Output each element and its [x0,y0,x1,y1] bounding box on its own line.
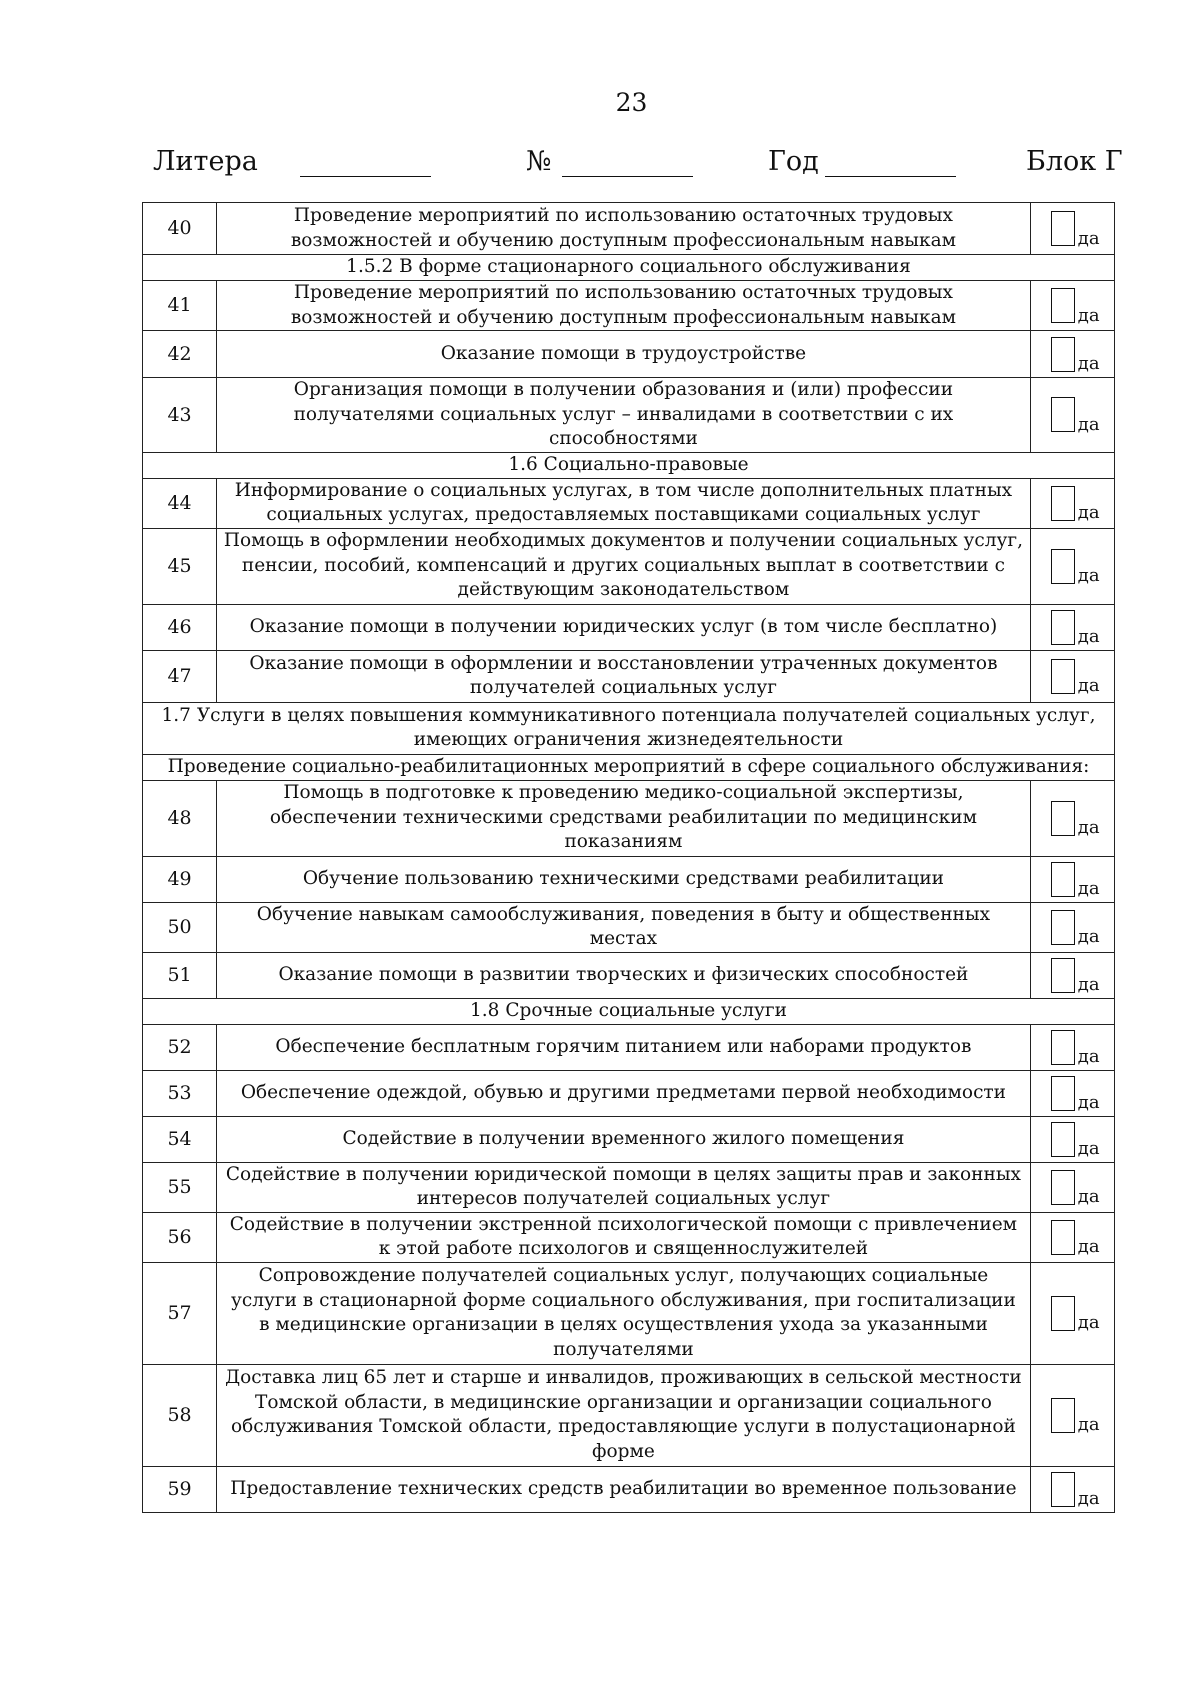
table-row [143,650,1115,702]
table-row [143,528,1115,604]
table-row [143,1466,1115,1512]
table-row [143,780,1115,856]
page-number: 23 [615,88,648,117]
checkbox-cell [1030,1262,1114,1364]
section-row [143,702,1115,754]
table-row [143,331,1115,378]
table-row [143,952,1115,998]
checkbox-cell [1030,1162,1114,1212]
number-label: № [526,146,552,177]
row-number: 49 [143,856,217,902]
checkbox-cell [1030,1070,1114,1116]
checkbox-cell [1030,856,1114,902]
table-row [143,902,1115,952]
yes-checkbox[interactable] [1051,1030,1075,1065]
yes-checkbox[interactable] [1051,910,1075,945]
row-number: 51 [143,952,217,998]
section-row [143,998,1115,1024]
yes-checkbox[interactable] [1051,1472,1075,1507]
row-number: 56 [143,1212,217,1262]
row-number: 43 [143,378,217,453]
year-label: Год [768,146,819,177]
yes-label: да [1077,353,1100,374]
checkbox-cell [1030,331,1114,378]
checkbox-cell [1030,650,1114,702]
service-description: Проведение мероприятий по использованию остаточных трудовых возможностей и обучению доступным профессиональным навыкам [217,203,1031,255]
services-table [142,202,1115,1513]
table-row [143,856,1115,902]
yes-checkbox[interactable] [1051,549,1075,584]
service-description: Сопровождение получателей социальных услуг, получающих социальные услуги в стационарной форме социального обслуживания, при госпитализации в медицинские организации в целях осуществления ухода за указанными получателями [217,1262,1031,1364]
row-number: 42 [143,331,217,378]
yes-checkbox[interactable] [1051,610,1075,645]
yes-label: да [1077,675,1100,696]
yes-label: да [1077,304,1100,326]
yes-checkbox[interactable] [1051,337,1075,372]
service-description: Содействие в получении временного жилого помещения [217,1116,1031,1162]
section-title: 1.8 Срочные социальные услуги [143,998,1115,1024]
row-number: 50 [143,902,217,952]
yes-checkbox[interactable] [1051,1076,1075,1111]
service-description: Оказание помощи в оформлении и восстановлении утраченных документов получателей социальных услуг [217,650,1031,702]
table-row [143,378,1115,453]
service-description: Обучение пользованию техническими средствами реабилитации [217,856,1031,902]
row-number: 58 [143,1364,217,1466]
row-number: 46 [143,604,217,650]
yes-label: да [1077,1414,1100,1435]
service-description: Оказание помощи в трудоустройстве [217,331,1031,378]
table-row [143,1212,1115,1262]
yes-checkbox[interactable] [1051,288,1075,323]
yes-label: да [1077,1046,1100,1067]
yes-checkbox[interactable] [1051,659,1075,694]
row-number: 45 [143,528,217,604]
row-number: 48 [143,780,217,856]
yes-checkbox[interactable] [1051,486,1075,521]
table-row [143,203,1115,255]
block-label: Блок Г [1026,146,1123,177]
yes-checkbox[interactable] [1051,958,1075,993]
yes-label: да [1077,1488,1100,1509]
section-title: Проведение социально-реабилитационных мероприятий в сфере социального обслуживания: [143,754,1115,780]
checkbox-cell [1030,780,1114,856]
yes-label: да [1077,626,1100,647]
service-description: Доставка лиц 65 лет и старше и инвалидов, проживающих в сельской местности Томской области, в медицинские организации и организации социального обслуживания Томской области, предоставляющие услуги в полустационарной форме [217,1364,1031,1466]
yes-checkbox[interactable] [1051,211,1075,246]
checkbox-cell [1030,1466,1114,1512]
service-description: Помощь в подготовке к проведению медико-социальной экспертизы, обеспечении техническими средствами реабилитации по медицинским показаниям [217,780,1031,856]
yes-label: да [1077,1092,1100,1113]
table-row [143,281,1115,331]
yes-label: да [1077,974,1100,995]
checkbox-cell [1030,952,1114,998]
table-row [143,1024,1115,1070]
checkbox-cell [1030,281,1114,331]
section-row [143,255,1115,281]
yes-checkbox[interactable] [1051,801,1075,836]
checkbox-cell [1030,1364,1114,1466]
service-description: Содействие в получении юридической помощи в целях защиты прав и законных интересов получателей социальных услуг [217,1162,1031,1212]
service-description: Проведение мероприятий по использованию остаточных трудовых возможностей и обучению доступным профессиональным навыкам [217,281,1031,331]
yes-label: да [1077,1312,1100,1333]
service-description: Обеспечение одеждой, обувью и другими предметами первой необходимости [217,1070,1031,1116]
yes-checkbox[interactable] [1051,1398,1075,1433]
service-description: Информирование о социальных услугах, в том числе дополнительных платных социальных услугах, предоставляемых поставщиками социальных услуг [217,478,1031,528]
table-row [143,604,1115,650]
service-description: Оказание помощи в получении юридических услуг (в том числе бесплатно) [217,604,1031,650]
yes-checkbox[interactable] [1051,397,1075,432]
service-description: Предоставление технических средств реабилитации во временное пользование [217,1466,1031,1512]
checkbox-cell [1030,604,1114,650]
checkbox-cell [1030,1212,1114,1262]
litera-label: Литера [153,146,258,177]
section-title: 1.6 Социально-правовые [143,452,1115,478]
row-number: 57 [143,1262,217,1364]
row-number: 53 [143,1070,217,1116]
table-row [143,1262,1115,1364]
section-row [143,754,1115,780]
checkbox-cell [1030,1116,1114,1162]
yes-checkbox[interactable] [1051,1296,1075,1331]
yes-label: да [1077,1236,1100,1257]
yes-checkbox[interactable] [1051,862,1075,897]
table-row [143,1116,1115,1162]
table-row [143,1364,1115,1466]
service-description: Помощь в оформлении необходимых документов и получении социальных услуг, пенсии, пособий, компенсаций и других социальных выплат в соответствии с действующим законодательством [217,528,1031,604]
table-row [143,1070,1115,1116]
row-number: 52 [143,1024,217,1070]
yes-label: да [1077,1138,1100,1159]
row-number: 44 [143,478,217,528]
service-description: Обеспечение бесплатным горячим питанием или наборами продуктов [217,1024,1031,1070]
service-description: Обучение навыкам самообслуживания, поведения в быту и общественных местах [217,902,1031,952]
litera-field[interactable] [300,176,431,177]
row-number: 41 [143,281,217,331]
yes-checkbox[interactable] [1051,1220,1075,1255]
checkbox-cell [1030,1024,1114,1070]
yes-label: да [1077,926,1100,947]
service-description: Организация помощи в получении образования и (или) профессии получателями социальных услуг – инвалидами в соответствии с их способностями [217,378,1031,453]
yes-label: да [1077,817,1100,838]
table-row [143,1162,1115,1212]
number-field[interactable] [562,176,693,177]
service-description: Содействие в получении экстренной психологической помощи с привлечением к этой работе психологов и священнослужителей [217,1212,1031,1262]
yes-label: да [1077,227,1100,249]
checkbox-cell [1030,478,1114,528]
yes-label: да [1077,1186,1100,1207]
checkbox-cell [1030,902,1114,952]
yes-label: да [1077,565,1100,586]
section-title: 1.5.2 В форме стационарного социального обслуживания [143,255,1115,281]
yes-label: да [1077,413,1100,435]
checkbox-cell [1030,203,1114,255]
checkbox-cell [1030,378,1114,453]
year-field[interactable] [825,176,956,177]
service-description: Оказание помощи в развитии творческих и физических способностей [217,952,1031,998]
yes-label: да [1077,502,1100,523]
section-title: 1.7 Услуги в целях повышения коммуникативного потенциала получателей социальных услуг, имеющих ограничения жизнедеятельности [143,702,1115,754]
row-number: 40 [143,203,217,255]
checkbox-cell [1030,528,1114,604]
row-number: 55 [143,1162,217,1212]
row-number: 59 [143,1466,217,1512]
section-row [143,452,1115,478]
table-row [143,478,1115,528]
row-number: 47 [143,650,217,702]
row-number: 54 [143,1116,217,1162]
yes-checkbox[interactable] [1051,1122,1075,1157]
yes-checkbox[interactable] [1051,1170,1075,1205]
yes-label: да [1077,878,1100,899]
